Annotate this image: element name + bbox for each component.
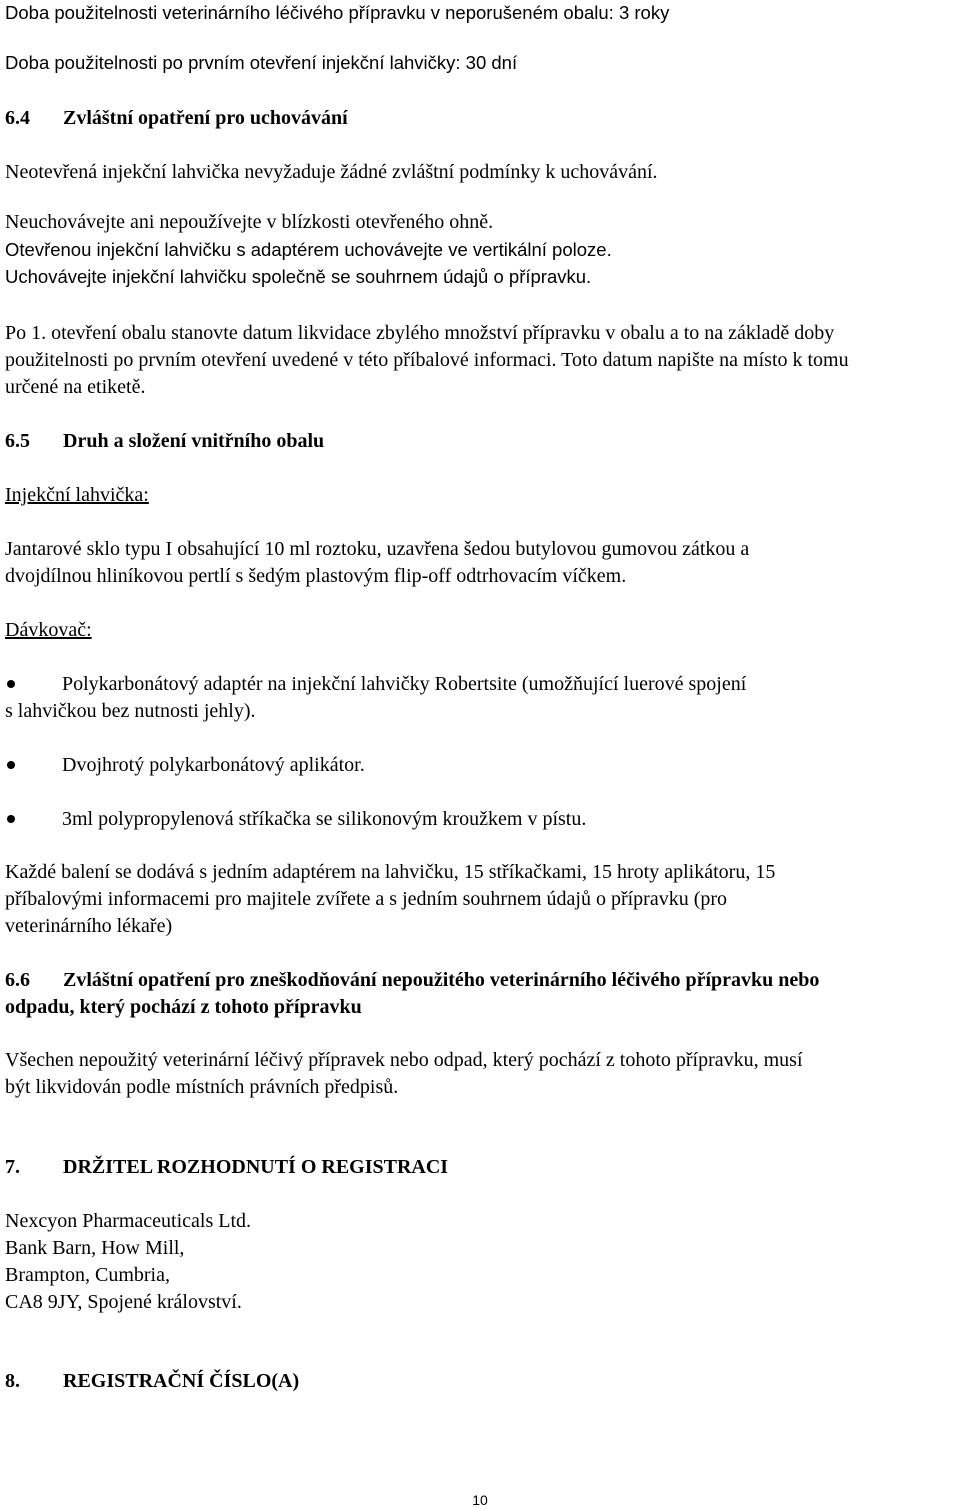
paragraph-line: Jantarové sklo typu I obsahující 10 ml roztoku, uzavřena šedou butylovou gumovou zátkou a — [5, 538, 750, 560]
address-line: Brampton, Cumbria, — [5, 1264, 170, 1286]
bullet-icon — [7, 680, 15, 688]
list-item: Dvojhrotý polykarbonátový aplikátor. — [62, 754, 365, 776]
section-title: Zvláštní opatření pro uchovávání — [63, 107, 348, 129]
paragraph-line: příbalovými informacemi pro majitele zvířete a s jedním souhrnem údajů o přípravku (pro — [5, 888, 728, 910]
paragraph-line: určené na etiketě. — [5, 376, 146, 398]
paragraph-line: Otevřenou injekční lahvičku s adaptérem uchovávejte ve vertikální poloze. — [5, 239, 612, 260]
paragraph-line: Uchovávejte injekční lahvičku společně se souhrnem údajů o přípravku. — [5, 266, 592, 287]
paragraph-line: dvojdílnou hliníkovou pertlí s šedým plastovým flip-off odtrhovacím víčkem. — [5, 565, 627, 587]
section-number: 6.5 — [5, 430, 30, 452]
bullet-icon — [7, 761, 15, 769]
section-title: DRŽITEL ROZHODNUTÍ O REGISTRACI — [63, 1156, 449, 1178]
bullet-icon — [7, 815, 15, 823]
address-line: Nexcyon Pharmaceuticals Ltd. — [5, 1210, 252, 1232]
paragraph: Neotevřená injekční lahvička nevyžaduje žádné zvláštní podmínky k uchovávání. — [5, 161, 658, 183]
list-item: 3ml polypropylenová stříkačka se silikonovým kroužkem v pístu. — [62, 808, 587, 830]
shelf-life-unopened: Doba použitelnosti veterinárního léčivého přípravku v neporušeném obalu: 3 roky — [5, 2, 670, 23]
paragraph-line: Neuchovávejte ani nepoužívejte v blízkosti otevřeného ohně. — [5, 211, 494, 233]
section-7-heading — [5, 1157, 448, 1177]
paragraph-line: veterinárního lékaře) — [5, 915, 173, 937]
paragraph-line: použitelnosti po prvním otevření uvedené v této příbalové informaci. Toto datum napište na místo k tomu — [5, 349, 849, 371]
section-6-4-heading — [5, 108, 348, 128]
section-8-heading — [5, 1371, 299, 1391]
section-title: Zvláštní opatření pro zneškodňování nepoužitého veterinárního léčivého přípravku nebo — [63, 969, 820, 991]
paragraph-line: Každé balení se dodává s jedním adaptérem na lahvičku, 15 stříkačkami, 15 hroty aplikátoru, 15 — [5, 861, 776, 883]
section-number: 8. — [5, 1370, 20, 1392]
list-item-continuation: s lahvičkou bez nutnosti jehly). — [5, 700, 256, 722]
section-6-6-heading — [5, 970, 819, 990]
address-line: CA8 9JY, Spojené království. — [5, 1291, 242, 1313]
vial-subheading: Injekční lahvička: — [5, 484, 149, 506]
page-number: 10 — [472, 1492, 488, 1508]
section-6-5-heading — [5, 431, 324, 451]
paragraph-line: Všechen nepoužitý veterinární léčivý přípravek nebo odpad, který pochází z tohoto přípravku, musí — [5, 1049, 803, 1071]
paragraph-line: být likvidován podle místních právních předpisů. — [5, 1076, 399, 1098]
shelf-life-opened: Doba použitelnosti po prvním otevření injekční lahvičky: 30 dní — [5, 52, 518, 73]
list-item: Polykarbonátový adaptér na injekční lahvičky Robertsite (umožňující luerové spojení — [62, 673, 747, 695]
paragraph-line: Po 1. otevření obalu stanovte datum likvidace zbylého množství přípravku v obalu a to na základě doby — [5, 322, 835, 344]
section-title: REGISTRAČNÍ ČÍSLO(A) — [63, 1370, 300, 1392]
section-title-continuation: odpadu, který pochází z tohoto přípravku — [5, 996, 362, 1018]
section-number: 7. — [5, 1156, 20, 1178]
section-number: 6.6 — [5, 969, 30, 991]
address-line: Bank Barn, How Mill, — [5, 1237, 185, 1259]
section-title: Druh a složení vnitřního obalu — [63, 430, 325, 452]
dispenser-subheading: Dávkovač: — [5, 619, 92, 641]
section-number: 6.4 — [5, 107, 30, 129]
